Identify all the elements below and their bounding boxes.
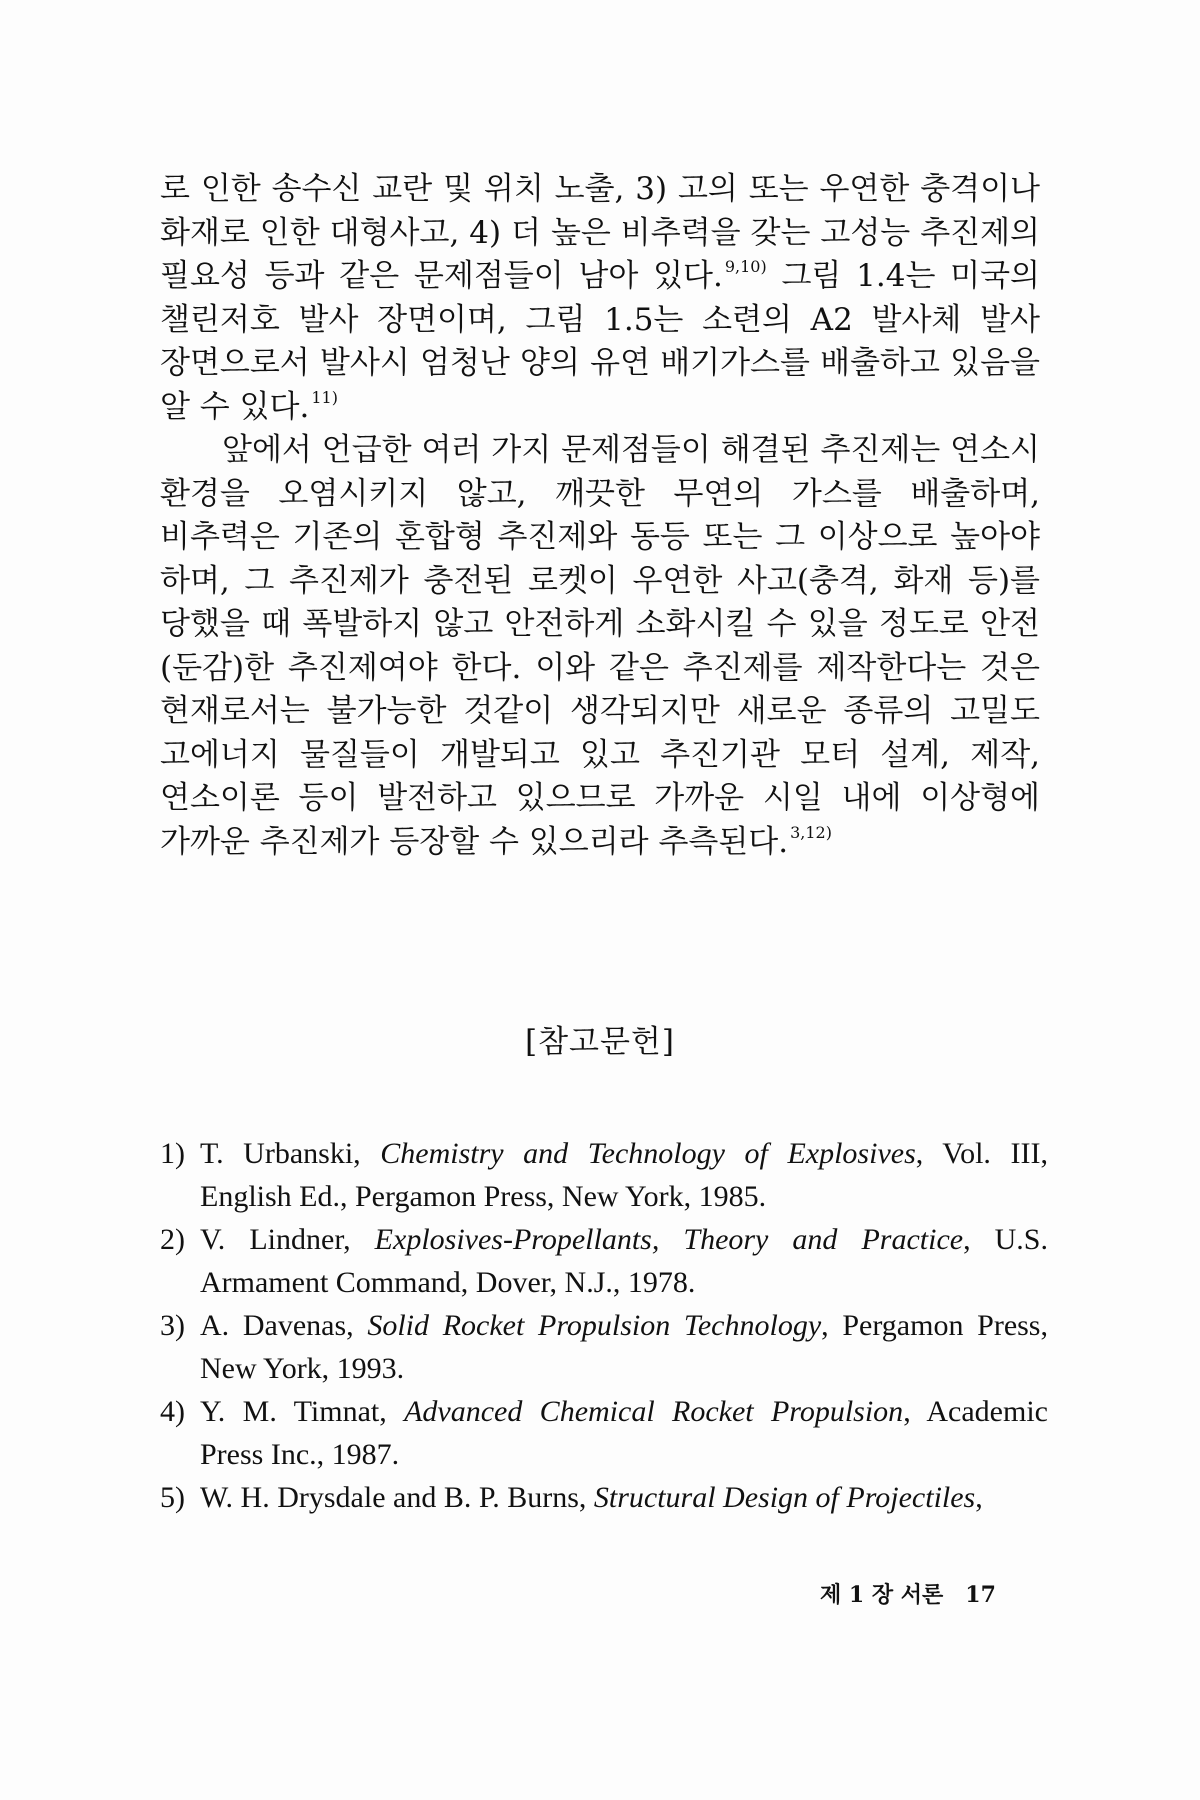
paragraph-1 (160, 168, 1040, 429)
reference-details: , Academic Press Inc., 1987. (200, 1395, 1048, 1471)
paragraph-2 (160, 429, 1040, 864)
reference-details: , U.S. Armament Command, Dover, N.J., 1978. (200, 1223, 1048, 1299)
reference-item (160, 1132, 1048, 1218)
reference-number: 2) (160, 1223, 185, 1256)
reference-text (200, 1132, 1048, 1218)
reference-authors: T. Urbanski, (200, 1137, 381, 1170)
reference-text (200, 1218, 1048, 1304)
page-number: 17 (965, 1582, 996, 1608)
reference-number: 4) (160, 1395, 185, 1428)
paragraph-1-text: 로 인한 송수신 교란 및 위치 노출, 3) 고의 또는 우연한 충격이나 화재로 인한 대형사고, 4) 더 높은 비추력을 갖는 고성능 추진제의 필요성 등과 같은 문제점들이 남아 있다. (160, 171, 1040, 294)
reference-authors: Y. M. Timnat, (200, 1395, 405, 1428)
reference-title: Explosives-Propellants, Theory and Practice (374, 1223, 964, 1256)
reference-title: Advanced Chemical Rocket Propulsion (404, 1395, 904, 1428)
citation-marker: 9,10) (724, 257, 767, 276)
citation-marker: 11) (311, 387, 338, 407)
reference-details: , (975, 1481, 983, 1514)
paragraph-1-text-continued: 그림 1.4는 미국의 챌린저호 발사 장면이며, 그림 1.5는 소련의 A2 발사체 발사 장면으로서 발사시 엄청난 양의 유연 배기가스를 배출하고 있음을 알 수 있다. (160, 258, 1040, 425)
page-footer (820, 1580, 996, 1610)
reference-authors: A. Davenas, (200, 1309, 368, 1342)
reference-item (160, 1304, 1048, 1390)
references-heading: [참고문헌] (525, 1024, 675, 1060)
reference-list (160, 1132, 1048, 1519)
reference-details: , Pergamon Press, New York, 1993. (200, 1309, 1048, 1385)
running-chapter-title: 제 1 장 서론 (820, 1582, 944, 1608)
reference-item (160, 1476, 1048, 1519)
reference-text (200, 1304, 1048, 1390)
reference-details: , Vol. III, English Ed., Pergamon Press, New York, 1985. (200, 1137, 1048, 1213)
reference-text (200, 1390, 1048, 1476)
citation-marker: 3,12) (790, 822, 832, 842)
reference-authors: V. Lindner, (200, 1223, 375, 1256)
reference-text (200, 1476, 1048, 1519)
reference-title: Solid Rocket Propulsion Technology (367, 1309, 822, 1342)
reference-number: 3) (160, 1309, 185, 1342)
paragraph-2-text: 앞에서 언급한 여러 가지 문제점들이 해결된 추진제는 연소시 환경을 오염시키지 않고, 깨끗한 무연의 가스를 배출하며, 비추력은 기존의 혼합형 추진제와 동등 또는 그 이상으로 높아야 하며, 그 추진제가 충전된 로켓이 우연한 사고(충격, 화재 등)를 당했을 때 폭발하지 않고 안전하게 소화시킬 수 있을 정도로 안전(둔감)한 추진제여야 한다. 이와 같은 추진제를 제작한다는 것은 현재로서는 불가능한 것같이 생각되지만 새로운 종류의 고밀도 고에너지 물질들이 개발되고 있고 추진기관 모터 설계, 제작, 연소이론 등이 발전하고 있으므로 가까운 시일 내에 이상형에 가까운 추진제가 등장할 수 있으리라 추측된다. (160, 432, 1040, 860)
reference-item (160, 1218, 1048, 1304)
body-text (160, 168, 1040, 864)
reference-authors: W. H. Drysdale and B. P. Burns, (200, 1481, 594, 1514)
reference-title: Structural Design of Projectiles (593, 1481, 976, 1514)
reference-title: Chemistry and Technology of Explosives (380, 1137, 916, 1170)
reference-number: 1) (160, 1137, 185, 1170)
reference-number: 5) (160, 1481, 185, 1514)
reference-item (160, 1390, 1048, 1476)
